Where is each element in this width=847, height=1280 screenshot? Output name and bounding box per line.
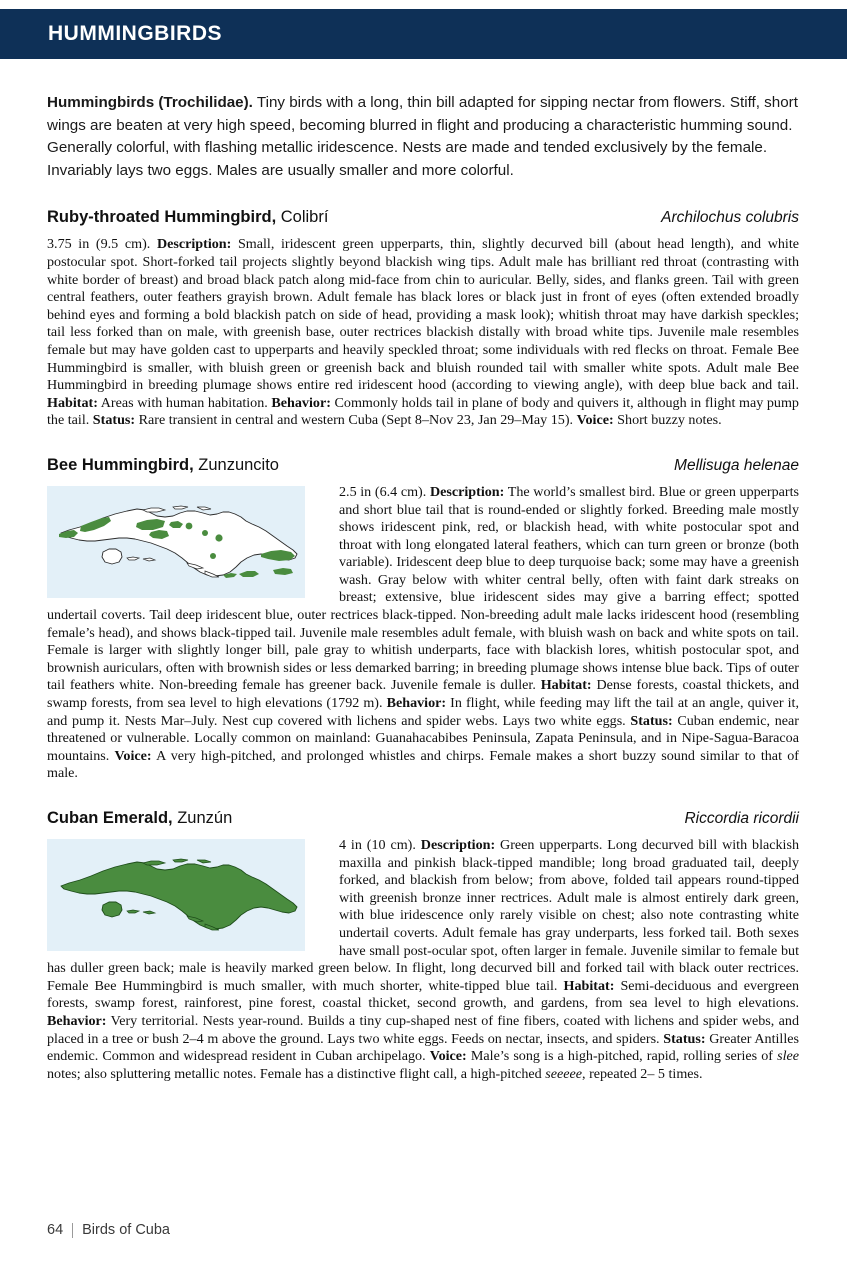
species-local-name: Zunzuncito	[193, 455, 279, 474]
description-label: Description:	[420, 837, 496, 853]
range-map-cuban-emerald	[47, 839, 305, 951]
behavior-label: Behavior:	[271, 394, 331, 411]
species-entry-ruby-throated-hummingbird	[47, 208, 799, 430]
content-column	[47, 92, 799, 1083]
species-voice: A very high-pitched, and prolonged whistles and chirps. Female makes a short buzzy sound similar to that of male.	[47, 747, 799, 782]
species-voice-part3: , repeated 2– 5 times.	[582, 1065, 703, 1082]
description-label: Description:	[156, 236, 232, 253]
page-body	[0, 59, 847, 1083]
voice-label: Voice:	[576, 412, 614, 429]
species-scientific-name: Archilochus colubris	[661, 209, 799, 227]
species-description-body	[47, 236, 799, 430]
range-map-bee-hummingbird	[47, 486, 305, 598]
species-habitat: Semi-deciduous and evergreen forests, swamp forest, rainforest, pine forest, coastal thicket, second growth, and gardens, from sea level to high elevations.	[47, 977, 799, 1012]
species-status: Greater Antilles endemic. Common and widespread resident in Cuban archipelago.	[47, 1030, 799, 1065]
species-habitat: Areas with human habitation.	[97, 394, 272, 411]
species-description-body	[47, 484, 799, 783]
species-entry-cuban-emerald	[47, 809, 799, 1083]
species-behavior: In flight, while feeding may lift the tail at an angle, quiver it, and pump it. Nests Mar–July. Nest cup covered with lichens and spider webs. Lays two white eggs.	[47, 695, 799, 729]
species-heading	[47, 208, 799, 227]
cuba-range-map-full-svg	[47, 839, 305, 951]
family-intro-lead: Hummingbirds (Trochilidae).	[47, 94, 253, 111]
species-voice-call-seeeee: seeeee	[545, 1065, 583, 1082]
species-status: Cuban endemic, near threatened or vulnerable. Locally common on mainland: Guanahacabibes Peninsula, Zapata Peninsula, and in Nipe-Sagua-Baracoa mountains.	[47, 712, 799, 764]
footer-page-number: 64	[47, 1222, 64, 1238]
page-footer	[47, 1222, 170, 1238]
description-label: Description:	[429, 483, 505, 500]
species-common-name: Bee Hummingbird,	[47, 455, 194, 474]
species-local-name: Colibrí	[276, 208, 329, 227]
species-scientific-name: Riccordia ricordii	[684, 810, 799, 827]
status-label: Status:	[92, 412, 136, 429]
species-voice-part2: notes; also spluttering metallic notes. Female has a distinctive flight call, a high-pitched	[47, 1065, 546, 1082]
family-introduction	[47, 92, 799, 182]
voice-label: Voice:	[114, 747, 152, 764]
footer-divider	[72, 1223, 73, 1238]
species-scientific-name: Mellisuga helenae	[674, 456, 799, 474]
habitat-label: Habitat:	[563, 977, 615, 994]
footer-book-title: Birds of Cuba	[82, 1222, 170, 1238]
habitat-label: Habitat:	[540, 677, 592, 694]
status-label: Status:	[630, 712, 673, 729]
species-common-name: Ruby-throated Hummingbird,	[47, 208, 277, 227]
page-header-band	[0, 9, 847, 59]
species-heading	[47, 456, 799, 475]
species-size: 3.75 in (9.5 cm).	[47, 236, 157, 253]
species-name-group	[47, 456, 279, 475]
species-voice-call-slee: slee	[777, 1048, 799, 1065]
species-description-body	[47, 837, 799, 1083]
status-label: Status:	[663, 1030, 706, 1047]
species-name-group	[47, 809, 232, 828]
habitat-label: Habitat:	[47, 394, 98, 411]
voice-label: Voice:	[429, 1048, 467, 1065]
species-voice-part1: Male’s song is a high-pitched, rapid, rolling series of	[466, 1048, 778, 1065]
species-name-group	[47, 208, 328, 227]
species-local-name: Zunzún	[172, 809, 233, 827]
species-heading	[47, 809, 799, 828]
species-behavior: Very territorial. Nests year-round. Builds a tiny cup-shaped nest of fine fibers, coated with lichens and spider webs, and placed in a tree or bush 2–4 m above the ground. Lays two white eggs. Feeds on nectar, insects, and spiders.	[47, 1012, 799, 1047]
family-intro-text: Tiny birds with a long, thin bill adapted for sipping nectar from flowers. Stiff, short wings are beaten at very high speed, becoming blurred in flight and producing a characteristic humming sound. Generally colorful, with flashing metallic iridescence. Nests are made and tended exclusively by the female. Invariably lays two eggs. Males are usually smaller and more colorful.	[47, 94, 798, 179]
page-title: HUMMINGBIRDS	[48, 22, 222, 45]
species-status: Rare transient in central and western Cuba (Sept 8–Nov 23, Jan 29–May 15).	[135, 412, 577, 429]
species-size: 2.5 in (6.4 cm).	[339, 483, 430, 500]
species-common-name: Cuban Emerald,	[47, 809, 173, 827]
species-habitat: Dense forests, coastal thickets, and swamp forests, from sea level to high elevations (1792 m).	[47, 677, 799, 712]
behavior-label: Behavior:	[47, 1012, 107, 1029]
cuba-range-map-patchy-svg	[47, 486, 305, 598]
species-voice: Short buzzy notes.	[613, 412, 722, 429]
species-description: Green upperparts. Long decurved bill with blackish maxilla and pinkish black-tipped mandible; long broad graduated tail, deeply forked, and blackish from below; from above, folded tail appears round-tipped with greenish bronze inner rectrices. Adult male is almost entirely dark green, with blue iridescence only rarely visible on chest; also note contrasting white undertail coverts. Adult female has gray underparts, less forked tail. Both sexes have small post-ocular spot, often larger in female. Juvenile similar to female but has duller green back; male is heavily marked green below. In flight, long decurved bill and forked tail with black outer rectrices. Female Bee Hummingbird is much smaller, with much shorter, white-tipped blue tail.	[47, 837, 799, 994]
behavior-label: Behavior:	[386, 695, 447, 712]
species-entry-bee-hummingbird	[47, 456, 799, 783]
species-behavior: Commonly holds tail in plane of body and quivers it, although in flight may pump the tail.	[47, 394, 799, 429]
species-description: The world’s smallest bird. Blue or green upperparts and short blue tail that is round-ended or slightly forked. Breeding male mostly shows iridescent pink, red, or blackish head, with white postocular spot and throat with long elongated lateral feathers, which can turn green or bronze (both variable). Iridescent deep blue to deep turquoise back; some may have a greenish wash. Gray below with whiter central belly, often with faint dark streaks on breast; extensive, blue iridescent sides may give a barring effect; spotted undertail coverts. Tail deep iridescent blue, outer rectrices black-tipped. Non-breeding adult male lacks iridescent hood (resembling female’s head), and shows black-tipped tail. Juvenile male resembles adult female, with bluish wash on back and white spots on tail. Female is larger with slightly longer bill, pale gray to whitish underparts, face with blackish lores, whitish postocular spot, and brownish auriculars, often with brownish sides or less demarked barring; in breeding plumage shows intense blue back. Tips of outer tail feathers white. Non-breeding female has greener back. Juvenile female is duller.	[47, 483, 800, 694]
species-description: Small, iridescent green upperparts, thin, slightly decurved bill (about head length), and white postocular spot. Short-forked tail projects slightly beyond blackish wing tips. Adult male has brilliant red throat (contrasting with white border of breast) and broad black patch along mid-face from chin to auricular. Belly, sides, and flanks green. Tail with green central feathers, outer feathers grayish brown. Adult female has black lores or black just in front of eyes (often extended broadly behind eyes and forming a bold blackish patch on side of head, providing a mask look); whitish throat may have darkish speckles; tail less forked than on male, with greenish base, outer rectrices blackish distally with broad white tips. Juvenile male resembles female but may have golden cast to upperparts and heavily speckled throat; some individuals with red flecks on throat. Female Bee Hummingbird is smaller, with bluish green or greenish back and bluish rounded tail with smaller white spots. Adult male Bee Hummingbird in breeding plumage shows entire red iridescent hood (according to viewing angle), with deep blue back and tail.	[47, 236, 800, 394]
species-size: 4 in (10 cm).	[339, 837, 421, 853]
